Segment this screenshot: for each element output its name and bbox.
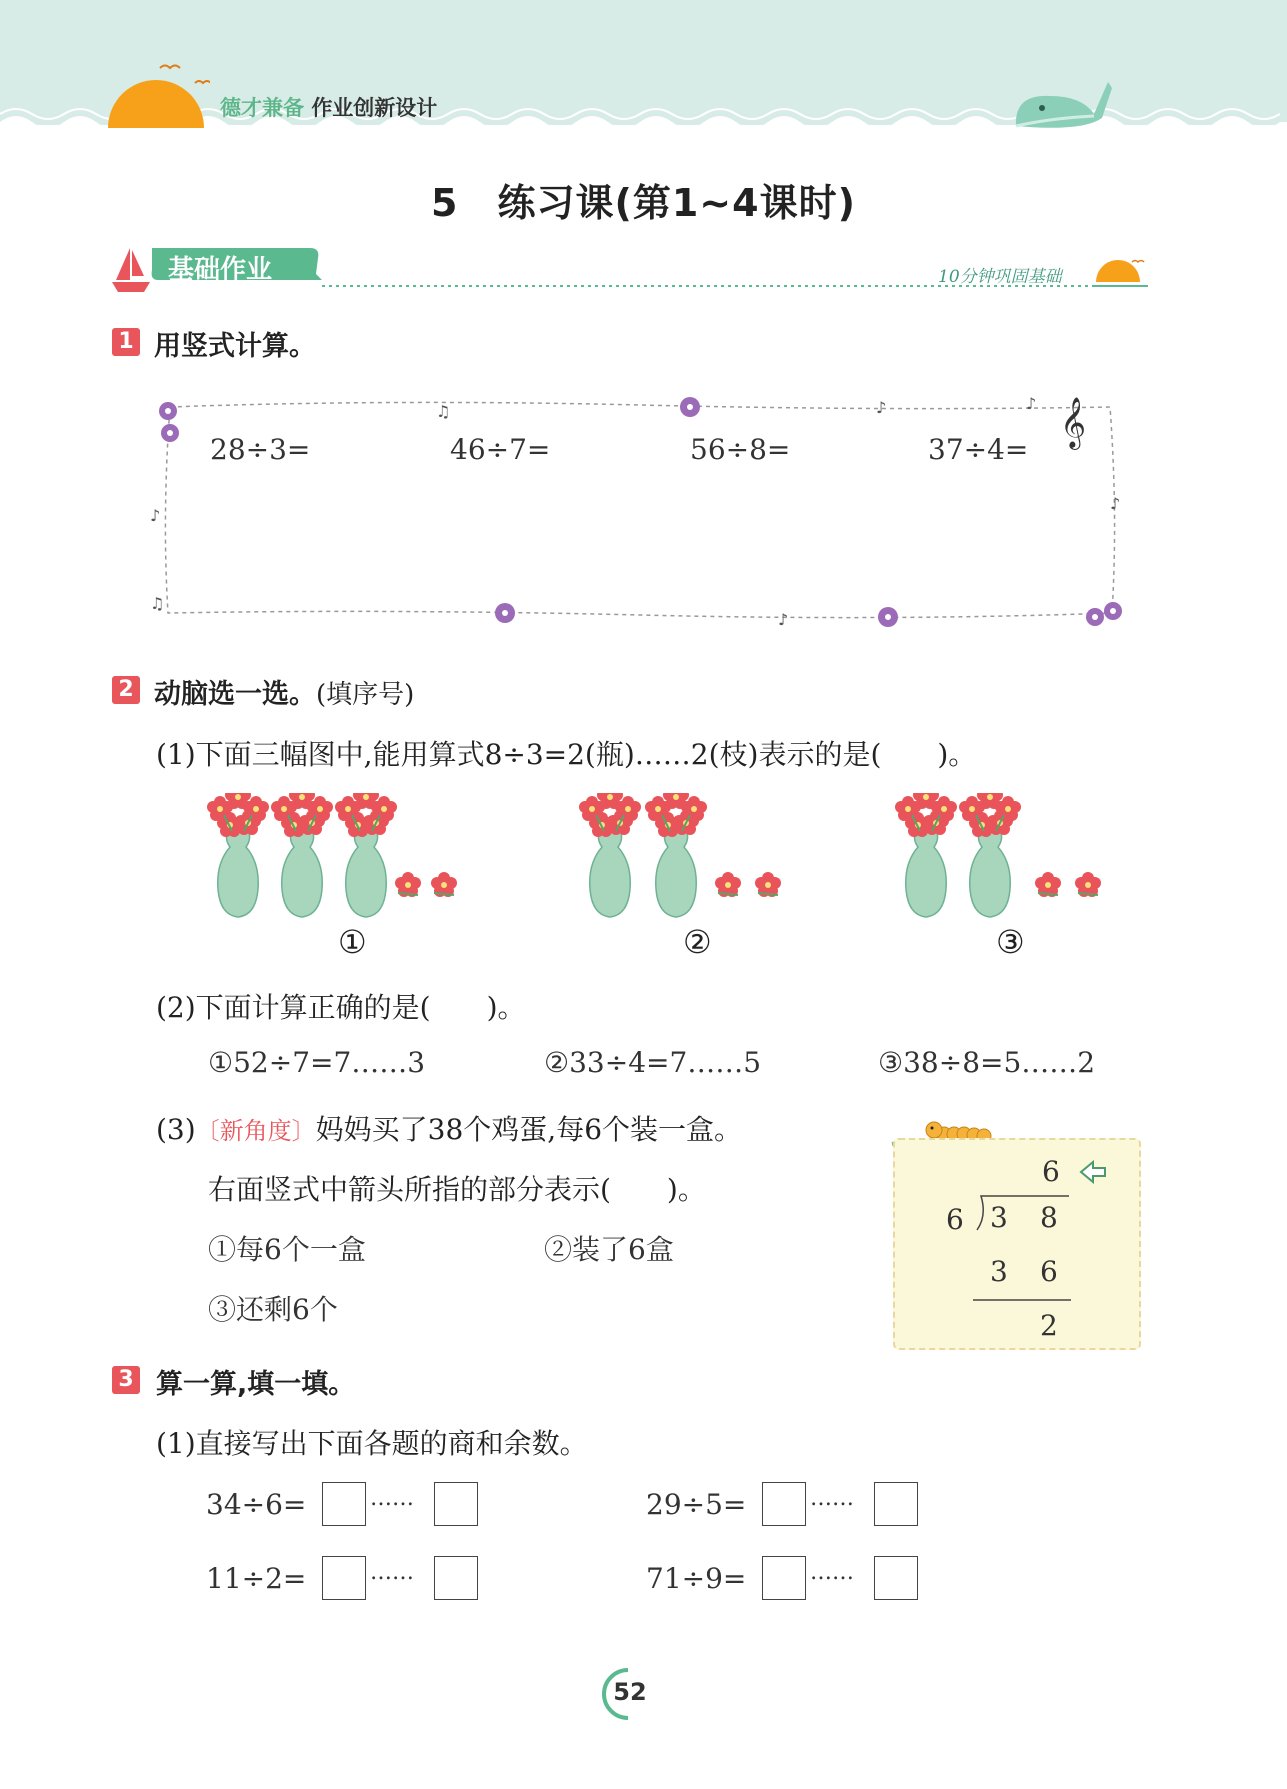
q2-part3-option-1: ①每6个一盒 <box>208 1233 366 1266</box>
q2-part2-option-3: ③38÷8=5……2 <box>878 1046 1096 1079</box>
q3-item-4-remainder-box[interactable] <box>874 1556 918 1600</box>
q3-item-2-remainder-box[interactable] <box>874 1482 918 1526</box>
svg-text:♪: ♪ <box>150 506 161 525</box>
q2-picture-label-3: ③ <box>996 923 1025 961</box>
question-3-title: 算一算,填一填。 <box>156 1369 356 1400</box>
section-time-note: 10分钟巩固基础 <box>938 267 1062 287</box>
q1-item-4: 37÷4= <box>928 433 1029 466</box>
question-2-badge: 2 <box>112 676 140 704</box>
q1-dashed-frame <box>150 385 1130 635</box>
division-quotient: 6 <box>1042 1155 1060 1188</box>
question-2-title <box>154 672 414 711</box>
q3-item-3: 11÷2= <box>206 1562 307 1595</box>
division-remainder: 2 <box>1040 1309 1058 1342</box>
q2-part2-text: (2)下面计算正确的是( )。 <box>156 991 526 1024</box>
q2-part2-option-1: ①52÷7=7……3 <box>208 1046 426 1079</box>
question-1-badge: 1 <box>112 328 140 356</box>
q2-part1-text: (1)下面三幅图中,能用算式8÷3=2(瓶)……2(枝)表示的是( )。 <box>156 738 977 771</box>
q3-item-3-quotient-box[interactable] <box>322 1556 366 1600</box>
svg-text:♪: ♪ <box>1110 494 1121 513</box>
q2-picture-label-2: ② <box>683 923 712 961</box>
question-1-title: 用竖式计算。 <box>154 331 316 362</box>
q3-item-4-quotient-box[interactable] <box>762 1556 806 1600</box>
division-product-tens: 3 <box>990 1255 1008 1288</box>
division-dividend-ones: 8 <box>1040 1201 1058 1234</box>
sunset-icon <box>1092 252 1148 292</box>
q3-item-1: 34÷6= <box>206 1488 307 1521</box>
section-label: 基础作业 <box>168 255 273 285</box>
q3-item-3-remainder-box[interactable] <box>434 1556 478 1600</box>
q1-item-2: 46÷7= <box>450 433 551 466</box>
division-product-ones: 6 <box>1040 1255 1058 1288</box>
q2-part2-option-2: ②33÷4=7……5 <box>544 1046 762 1079</box>
q2-flower-vases-picture <box>200 793 1120 918</box>
q2-part3-line2: 右面竖式中箭头所指的部分表示( )。 <box>208 1173 706 1206</box>
q3-item-3-dots: …… <box>370 1560 414 1585</box>
brand-part1: 德才兼备 <box>220 96 304 120</box>
q1-item-3: 56÷8= <box>690 433 791 466</box>
question-2-title-note: (填序号) <box>316 680 415 710</box>
q2-part3-line1 <box>156 1108 742 1148</box>
q2-part3-option-3: ③还剩6个 <box>208 1293 338 1326</box>
q3-item-2: 29÷5= <box>646 1488 747 1521</box>
q3-item-4-dots: …… <box>810 1560 854 1585</box>
q1-item-1: 28÷3= <box>210 433 311 466</box>
q3-item-1-remainder-box[interactable] <box>434 1482 478 1526</box>
question-3-badge: 3 <box>112 1366 140 1394</box>
q3-item-1-quotient-box[interactable] <box>322 1482 366 1526</box>
q3-item-4: 71÷9= <box>646 1562 747 1595</box>
page-number: 52 <box>613 1678 647 1706</box>
brand-title <box>220 92 437 122</box>
q2-part3-option-2: ②装了6盒 <box>544 1233 674 1266</box>
svg-text:♫: ♫ <box>436 402 451 421</box>
q3-item-1-dots: …… <box>370 1486 414 1511</box>
q3-part1-text: (1)直接写出下面各题的商和余数。 <box>156 1427 588 1460</box>
q2-part3-line1-text: 妈妈买了38个鸡蛋,每6个装一盒。 <box>315 1113 743 1146</box>
q3-item-2-dots: …… <box>810 1486 854 1511</box>
svg-text:𝄞: 𝄞 <box>1060 397 1087 448</box>
whale-icon <box>1012 74 1112 132</box>
division-divisor: 6 <box>946 1203 964 1236</box>
sun-icon <box>100 58 210 128</box>
q2-part3-prefix: (3) <box>156 1113 196 1146</box>
page-title: 5 练习课(第1~4课时) <box>431 181 856 225</box>
q2-picture-label-1: ① <box>338 923 367 961</box>
svg-text:♫: ♫ <box>150 594 165 613</box>
svg-text:♪: ♪ <box>1026 394 1037 413</box>
division-dividend-tens: 3 <box>990 1201 1008 1234</box>
long-division-lines <box>893 1138 1141 1350</box>
question-2-title-text: 动脑选一选。 <box>154 679 316 710</box>
brand-part2: 作业创新设计 <box>311 96 438 120</box>
svg-text:♪: ♪ <box>778 610 789 629</box>
new-angle-tag: 〔新角度〕 <box>195 1117 316 1145</box>
svg-text:♪: ♪ <box>876 398 887 417</box>
q3-item-2-quotient-box[interactable] <box>762 1482 806 1526</box>
